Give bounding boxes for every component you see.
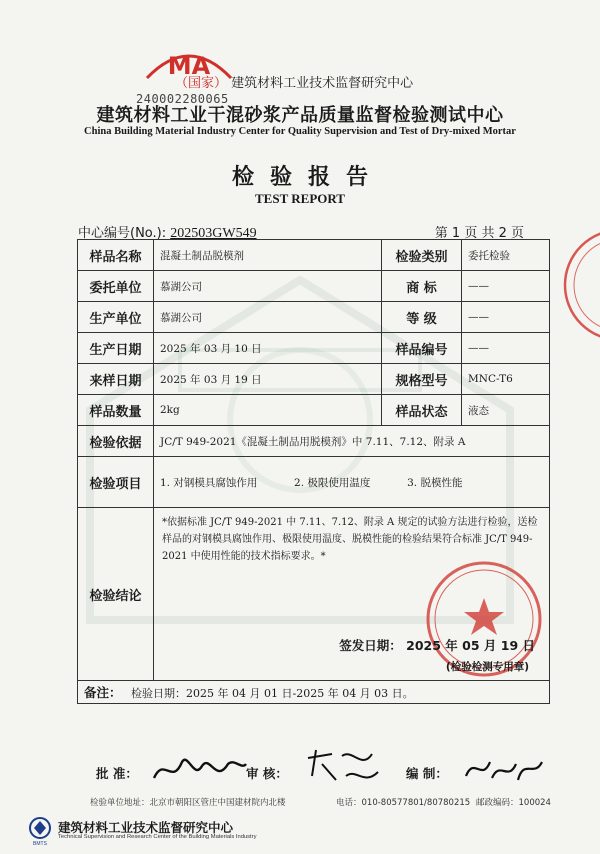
review-label: 审 核： <box>246 766 288 781</box>
grade: —— <box>462 302 550 333</box>
report-title-en: TEST REPORT <box>255 191 345 206</box>
items <box>154 457 550 508</box>
center-name-cn: 建筑材料工业干混砂浆产品质量监督检验测试中心 <box>96 105 504 126</box>
compile-label: 编 制： <box>406 766 448 781</box>
table-row <box>78 426 550 457</box>
client-label: 委托单位 <box>78 271 154 302</box>
report-no-label: 中心编号(No.): <box>78 226 167 241</box>
conclusion-text: *依据标准 JC/T 949-2021 中 7.11、7.12、附录 A 规定的试验方法进行检验，送检样品的对钢模具腐蚀作用、极限使用温度、脱模性能的检验结果符合标准 JC/T 949-2021 中使用性能的技术指标要求。* <box>162 517 538 562</box>
item-2: 2. 极限使用温度 <box>294 476 371 489</box>
table-row <box>78 395 550 426</box>
supervising-org-name: 建筑材料工业技术监督研究中心 <box>231 76 414 91</box>
lab-address: 检验单位地址：北京市朝阳区管庄中国建材院内北楼 <box>90 798 286 808</box>
issue-date-label: 签发日期： <box>339 638 402 653</box>
ma-logo-text: MA <box>167 52 211 80</box>
approve-label: 批 准： <box>96 766 138 781</box>
state: 液态 <box>462 395 550 426</box>
trademark: —— <box>462 271 550 302</box>
table-row <box>78 364 550 395</box>
spec: MNC-T6 <box>462 364 550 395</box>
conclusion-cell <box>154 508 550 681</box>
signature-row <box>96 760 556 790</box>
producer-label: 生产单位 <box>78 302 154 333</box>
conclusion-label: 检验结论 <box>78 508 154 681</box>
sample-no-label: 样品编号 <box>382 333 462 364</box>
org-name-cn: 建筑材料工业技术监督研究中心 <box>58 820 234 835</box>
report-no: 202503GW549 <box>170 226 257 241</box>
basis-label: 检验依据 <box>78 426 154 457</box>
sample-name-label: 样品名称 <box>78 240 154 271</box>
remark: 检验日期：2025 年 04 月 01 日-2025 年 04 月 03 日。 <box>131 687 414 700</box>
country-tag: （国家） <box>175 76 228 91</box>
trademark-label: 商 标 <box>382 271 462 302</box>
test-type-label: 检验类别 <box>382 240 462 271</box>
table-row <box>78 457 550 508</box>
item-3: 3. 脱模性能 <box>407 476 463 489</box>
item-1: 1. 对钢模具腐蚀作用 <box>160 476 258 489</box>
org-name-en: Technical Supervision and Research Center of the Building Materials Industry <box>58 834 257 840</box>
report-title-cn: 检验报告 <box>231 165 384 190</box>
remark-label: 备注： <box>84 685 122 700</box>
reviewer-signature <box>302 746 384 790</box>
issue-date-line <box>339 636 535 654</box>
report-table <box>77 239 550 704</box>
table-row <box>78 508 550 681</box>
table-row <box>78 240 550 271</box>
sample-no: —— <box>462 333 550 364</box>
bmts-abbr: BMTS <box>33 841 47 846</box>
production-date-label: 生产日期 <box>78 333 154 364</box>
page-count: 第 1 页 共 2 页 <box>434 226 524 241</box>
supervising-org <box>175 72 413 91</box>
lab-phone: 电话：010-80577801/80780215 <box>336 798 471 808</box>
state-label: 样品状态 <box>382 395 462 426</box>
center-name-en: China Building Material Industry Center for Quality Supervision and Test of Dry-mixed Mortar <box>84 126 516 137</box>
approver-signature <box>150 750 250 790</box>
test-type: 委托检验 <box>462 240 550 271</box>
table-row <box>78 271 550 302</box>
certificate-number: 240002280065 <box>136 92 229 106</box>
production-date: 2025 年 03 月 10 日 <box>154 333 382 364</box>
compiler-signature <box>462 752 546 788</box>
table-row <box>78 681 550 704</box>
table-row <box>78 302 550 333</box>
sample-name: 混凝土制品脱模剂 <box>154 240 382 271</box>
producer: 慕湖公司 <box>154 302 382 333</box>
bmts-logo-icon <box>26 816 54 846</box>
items-label: 检验项目 <box>78 457 154 508</box>
arrival-date: 2025 年 03 月 19 日 <box>154 364 382 395</box>
remark-cell <box>78 681 550 704</box>
table-row <box>78 333 550 364</box>
client: 慕湖公司 <box>154 271 382 302</box>
lab-postcode: 邮政编码：100024 <box>476 798 551 808</box>
arrival-date-label: 来样日期 <box>78 364 154 395</box>
quantity-label: 样品数量 <box>78 395 154 426</box>
spec-label: 规格型号 <box>382 364 462 395</box>
quantity: 2kg <box>154 395 382 426</box>
edge-seal-fragment <box>560 210 600 360</box>
seal-label: (检验检测专用章) <box>445 661 529 673</box>
issue-date: 2025 年 05 月 19 日 <box>406 638 535 653</box>
basis: JC/T 949-2021《混凝土制品用脱模剂》中 7.11、7.12、附录 A <box>154 426 550 457</box>
grade-label: 等 级 <box>382 302 462 333</box>
